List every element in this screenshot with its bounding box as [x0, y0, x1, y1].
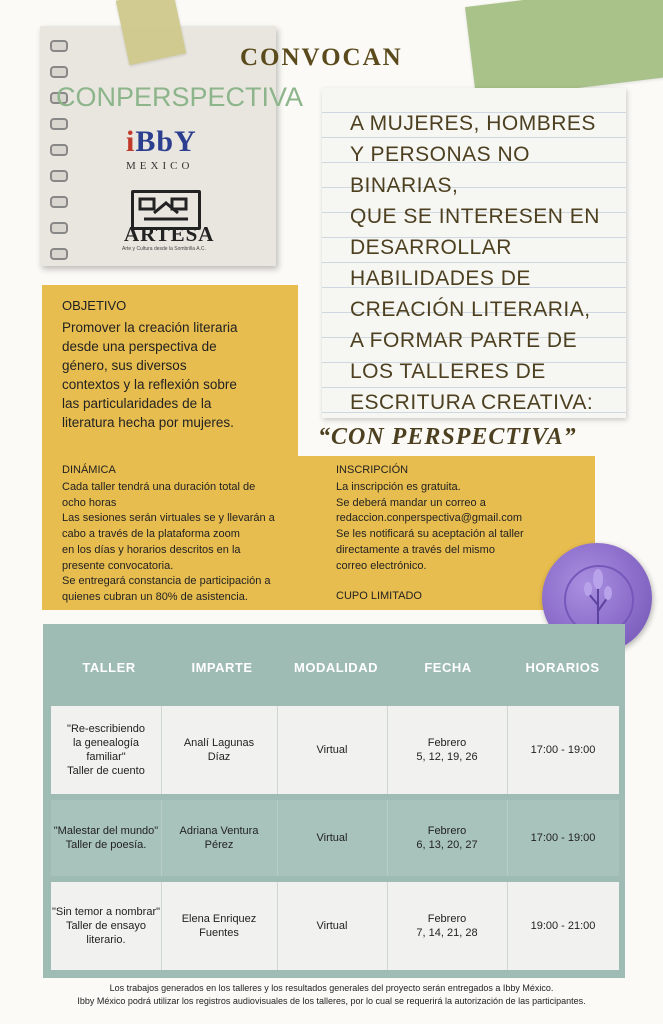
binder-ring-icon [50, 248, 68, 260]
taller-cell: "Sin temor a nombrar" Taller de ensayo literario. [51, 882, 162, 970]
objetivo-text: Promover la creación literaria desde una perspectiva de género, sus diversos contextos y la reflexión sobre las particularidades de la literatura hecha por mujeres. [62, 320, 238, 430]
horario-cell: 17:00 - 19:00 [530, 832, 596, 844]
binder-ring-icon [50, 222, 68, 234]
dinamica-text: Cada taller tendrá una duración total de ocho horas Las sesiones serán virtuales se y llevarán a cabo a través de la plataforma zoom en los días y horarios descritos en la presente convocatoria. Se entregará constancia de participación a quienes cubran un 80% de asistencia. [62, 481, 275, 603]
call-line: ESCRITURA CREATIVA: [350, 391, 594, 414]
fecha-cell: Febrero 7, 14, 21, 28 [387, 882, 508, 970]
taller-cell: "Malestar del mundo" Taller de poesía. [51, 800, 162, 876]
call-text [350, 108, 625, 418]
horario-cell: 19:00 - 21:00 [530, 920, 596, 932]
table-header: MODALIDAD [294, 660, 378, 675]
call-line: BINARIAS, [350, 174, 459, 197]
table-header: IMPARTE [191, 660, 253, 675]
binder-ring-icon [50, 40, 68, 52]
inscripcion-text: La inscripción es gratuita. Se deberá mandar un correo a redaccion.conperspectiva@gmail.com Se les notificará su aceptación al taller directamente a través del mismo correo electrónico. [336, 480, 576, 574]
call-line: QUE SE INTERESEN EN [350, 205, 600, 228]
binder-ring-icon [50, 144, 68, 156]
table-row [51, 706, 619, 794]
artesa-logo: ARTESA [124, 222, 215, 246]
green-tape [465, 0, 663, 100]
imparte-cell: Elena Enriquez Fuentes [161, 882, 278, 970]
fecha-cell: Febrero 5, 12, 19, 26 [387, 706, 508, 794]
convocan-heading: CONVOCAN [240, 44, 403, 71]
call-line: Y PERSONAS NO [350, 143, 530, 166]
conperspectiva-logo: CONPERSPECTIVA [56, 82, 304, 112]
program-title: “CON PERSPECTIVA” [318, 424, 577, 450]
ibby-logo: iBbY [126, 125, 197, 158]
call-line: CREACIÓN LITERARIA, [350, 298, 591, 321]
binder-ring-icon [50, 118, 68, 130]
binder-ring-icon [50, 66, 68, 78]
modalidad-cell: Virtual [277, 800, 388, 876]
imparte-cell: Adriana Ventura Pérez [161, 800, 278, 876]
artesa-subtitle: Arte y Cultura desde la Sombrilla A.C. [122, 246, 206, 252]
call-line: HABILIDADES DE [350, 267, 531, 290]
table-row [51, 800, 619, 876]
ibby-mexico-label: MEXICO [126, 160, 194, 172]
dinamica-heading: DINÁMICA [62, 464, 116, 476]
modalidad-cell: Virtual [277, 706, 388, 794]
fecha-cell: Febrero 6, 13, 20, 27 [387, 800, 508, 876]
table-header: HORARIOS [525, 660, 600, 675]
call-line: DESARROLLAR [350, 236, 512, 259]
taller-cell: "Re-escribiendo la genealogía familiar" Taller de cuento [51, 706, 162, 794]
footer-note: Ibby México podrá utilizar los registros audiovisuales de los talleres, por lo cual se requerirá la autorización de las participantes. [77, 996, 586, 1006]
call-line: A MUJERES, HOMBRES [350, 112, 596, 135]
call-line: A FORMAR PARTE DE [350, 329, 578, 352]
binder-ring-icon [50, 170, 68, 182]
call-line: LOS TALLERES DE [350, 360, 546, 383]
cupo-limitado: CUPO LIMITADO [336, 590, 422, 602]
email-link[interactable]: redaccion.conperspectiva@gmail.com [336, 512, 523, 525]
modalidad-cell: Virtual [277, 882, 388, 970]
inscripcion-heading: INSCRIPCIÓN [336, 464, 409, 476]
horario-cell: 17:00 - 19:00 [530, 744, 596, 756]
imparte-cell: Analí Lagunas Díaz [161, 706, 278, 794]
objetivo-heading: OBJETIVO [62, 298, 127, 313]
table-header: FECHA [424, 660, 472, 675]
footer-note: Los trabajos generados en los talleres y los resultados generales del proyecto serán entregados a Ibby México. [109, 983, 554, 993]
binder-ring-icon [50, 196, 68, 208]
table-row [51, 882, 619, 970]
table-header: TALLER [82, 660, 136, 675]
